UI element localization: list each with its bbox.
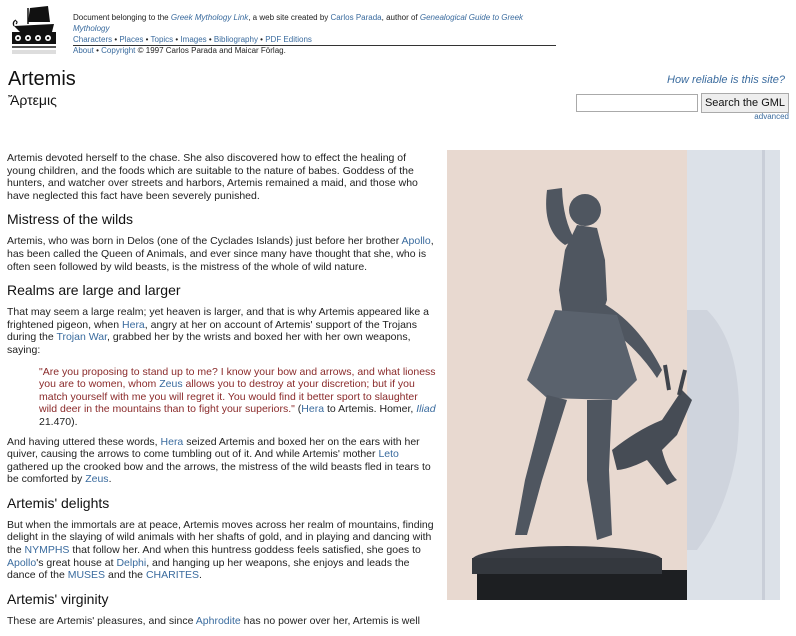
link-nymphs[interactable]: NYMPHS <box>24 544 70 557</box>
search-input[interactable] <box>576 94 698 112</box>
nav-images[interactable]: Images <box>180 35 207 44</box>
search-button[interactable]: Search the GML <box>701 93 789 113</box>
paragraph: And having uttered these words, Hera seized Artemis and boxed her on the ears with her quiver, causing the arrows to come tumbling out of it. And while Artemis' mother Leto gathered up the crooked bow and the arrows, the mistress of the wild beasts fled in tears to be comforted by Zeus. <box>7 435 431 486</box>
article-body <box>7 152 437 636</box>
link-zeus[interactable]: Zeus <box>85 473 109 486</box>
copyright-link[interactable]: Copyright <box>101 46 136 55</box>
link-aphrodite[interactable]: Aphrodite <box>195 614 241 627</box>
paragraph: These are Artemis' pleasures, and since Aphrodite has no power over her, Artemis is well <box>7 614 420 627</box>
header-nav: Characters • Places • Topics • Images • Bibliography • PDF Editions <box>73 35 312 44</box>
site-header <box>73 12 556 56</box>
reliability-link[interactable]: How reliable is this site? <box>667 74 785 86</box>
nav-pdf-editions[interactable]: PDF Editions <box>265 35 312 44</box>
link-charites[interactable]: CHARITES <box>145 569 200 582</box>
link-zeus[interactable]: Zeus <box>159 378 183 391</box>
section-heading-virginity: Artemis' virginity <box>7 590 109 607</box>
advanced-search-link[interactable]: advanced <box>754 112 789 121</box>
about-link[interactable]: About <box>73 46 94 55</box>
nav-topics[interactable]: Topics <box>150 35 174 44</box>
section-heading-delights: Artemis' delights <box>7 494 110 511</box>
section-heading-mistress: Mistress of the wilds <box>7 211 134 228</box>
header-divider <box>73 45 556 46</box>
link-hera[interactable]: Hera <box>122 318 145 331</box>
paragraph: Artemis, who was born in Delos (one of the Cyclades Islands) just before her brother Apollo, has been called the Queen of Animals, and ever since many have thought that she, who is often seen followed by wild beasts, is the mistress of the whole of wild nature. <box>7 235 434 273</box>
section-heading-realms: Realms are large and larger <box>7 282 181 299</box>
link-hera[interactable]: Hera <box>160 435 184 448</box>
site-logo[interactable] <box>8 4 62 54</box>
paragraph: That may seem a large realm; yet heaven is larger, and that is why Artemis appeared like a frightened pigeon, when Hera, angry at her on account of Artemis' support of the Trojans during the Trojan War, grabbed her by the wrists and boxed her with her own weapons, saying: <box>7 306 429 356</box>
link-apollo[interactable]: Apollo <box>7 556 37 569</box>
author-link[interactable]: Carlos Parada <box>330 13 382 22</box>
blockquote: "Are you proposing to stand up to me? I know your bow and arrows, and what lioness you are to women, whom Zeus allows you to destroy at your discretion; but if you match yourself with me you will regret it. You would find it better sport to slaughter wild deer in the mountains than to fight your superiors." (Hera to Artemis. Homer, Iliad 21.470). <box>39 365 436 428</box>
header-line-1: Document belonging to the Greek Mythology Link, a web site created by Carlos Parada, author of Genealogical Guide to Greek Mythology <box>73 13 524 33</box>
book-link[interactable]: Genealogical Guide to Greek Mythology <box>73 13 524 33</box>
link-hera[interactable]: Hera <box>301 403 325 416</box>
header-line-3: About • Copyright © 1997 Carlos Parada and Maicar Förlag. <box>73 46 286 55</box>
intro-paragraph: Artemis devoted herself to the chase. She also discovered how to effect the healing of young children, and the foods which are suitable to the nature of babes. Goddess of the hunters, and watcher over streets and harbors, Artemis remained a maid, and those who have neglected this fact have been severely punished. <box>7 152 418 202</box>
link-apollo[interactable]: Apollo <box>401 235 431 248</box>
link-muses[interactable]: MUSES <box>67 569 106 582</box>
artemis-statue-image[interactable] <box>447 150 780 600</box>
site-link[interactable]: Greek Mythology Link <box>170 13 249 22</box>
link-trojan-war[interactable]: Trojan War <box>56 331 108 344</box>
link-leto[interactable]: Leto <box>378 448 399 461</box>
paragraph: But when the immortals are at peace, Artemis moves across her realm of mountains, finding delight in the slaying of wild animals with her shafts of gold, and in playing and dancing with the NYMPHS that follow her. And when this huntress goddess feels satisfied, she goes to Apollo's great house at Delphi, and hanging up her weapons, she enjoys and leads the dance of the MUSES and the CHARITES. <box>7 518 434 582</box>
link-iliad[interactable]: Iliad <box>416 403 436 416</box>
nav-characters[interactable]: Characters <box>73 35 113 44</box>
nav-places[interactable]: Places <box>119 35 144 44</box>
nav-bibliography[interactable]: Bibliography <box>213 35 258 44</box>
link-delphi[interactable]: Delphi <box>116 556 147 569</box>
page-title: Artemis <box>8 68 76 90</box>
page-subtitle-greek: Ἄρτεμις <box>8 92 57 108</box>
